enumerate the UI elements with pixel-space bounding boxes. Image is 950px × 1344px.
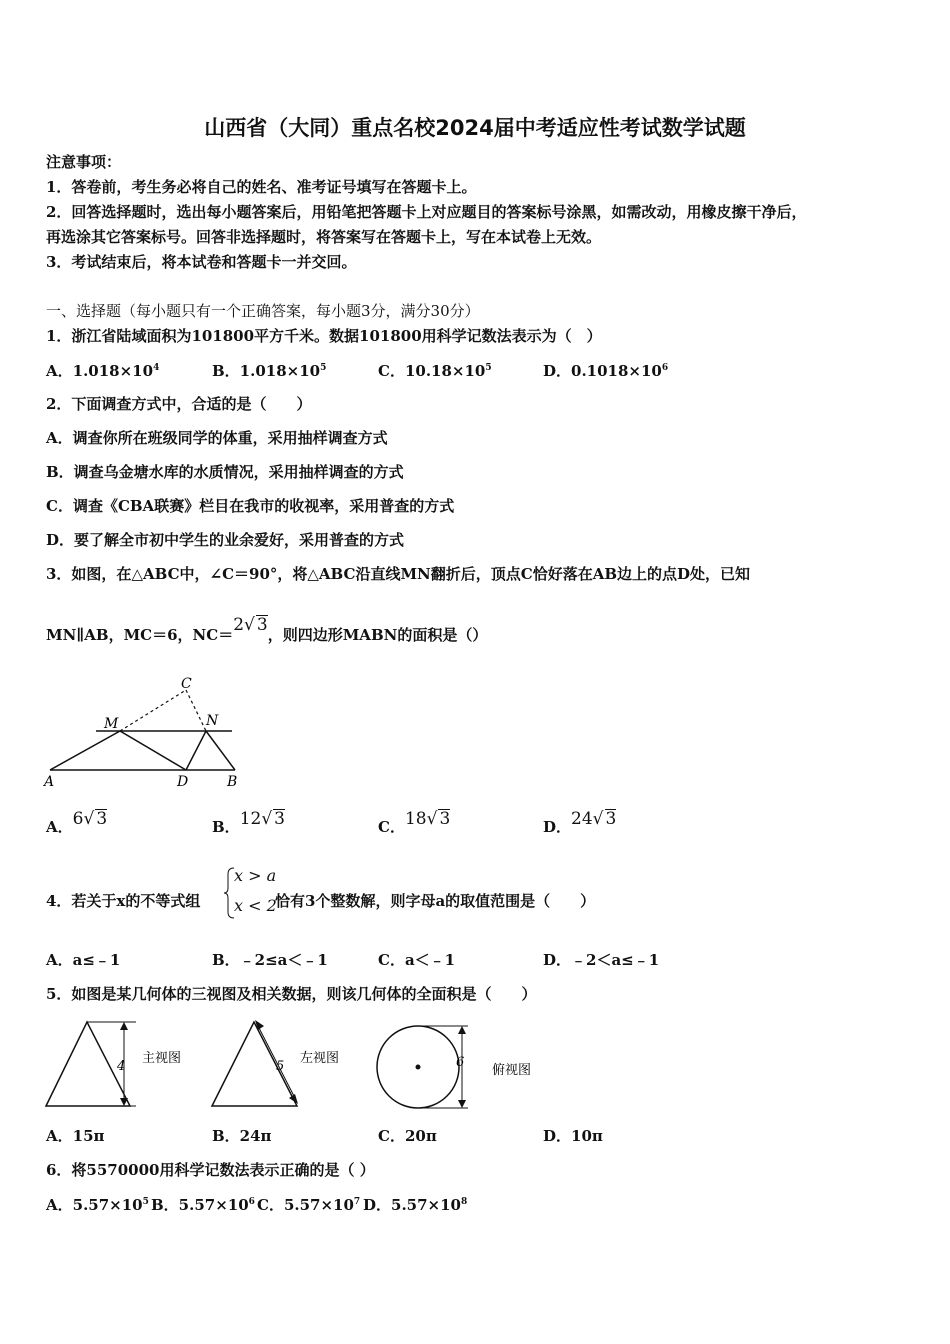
line-md [120, 731, 186, 770]
q3-stem-line2: MN∥AB，MC＝6，NC＝2√ 3，则四边形MABN的面积是（） [46, 615, 488, 644]
label-c: C [181, 676, 192, 692]
line-dn [186, 731, 206, 770]
q2-stem: 2．下面调查方式中，合适的是（ ） [46, 395, 312, 413]
q2-option-a[interactable]: A．调查你所在班级同学的体重，采用抽样调查方式 [46, 429, 388, 447]
label-n: N [206, 713, 219, 729]
front-view-label: 主视图 [142, 1051, 182, 1066]
section-heading: 一、选择题（每小题只有一个正确答案，每小题3分，满分30分） [46, 302, 480, 320]
q1-stem: 1．浙江省陆域面积为101800平方千米。数据101800用科学记数法表示为（ ） [46, 327, 602, 345]
q3-option-b[interactable]: B．12√ 3 [212, 809, 285, 836]
line-nb [206, 731, 235, 770]
q2-option-c[interactable]: C．调查《CBA联赛》栏目在我市的收视率，采用普查的方式 [46, 497, 455, 515]
q3-option-d[interactable]: D．24√ 3 [543, 809, 617, 836]
q5-option-c[interactable]: C．20π [378, 1127, 437, 1145]
q5-option-d[interactable]: D．10π [543, 1127, 603, 1145]
notice-item-2a: 2．回答选择题时，选出每小题答案后，用铅笔把答题卡上对应题目的答案标号涂黑，如需改动，用橡皮擦干净后， [46, 203, 807, 221]
label-b: B [227, 774, 238, 790]
q6-option-a[interactable]: A．$5.57\times 10^5$ [46, 1196, 149, 1214]
q1-option-b[interactable]: B．$1.018\times 10^5$ [212, 362, 327, 380]
label-a: A [44, 774, 55, 790]
q5-option-a[interactable]: A．15π [46, 1127, 105, 1145]
q4-option-c[interactable]: C．a＜﹣1 [378, 951, 456, 969]
q5-three-view-figure [44, 1018, 538, 1110]
q3-stem-line1: 3．如图，在△ABC中，∠C＝90°，将△ABC沿直线MN翻折后，顶点C恰好落在AB边上的点D处，已知 [46, 565, 751, 583]
q4-stem-b: 恰有3个整数解，则字母a的取值范围是（ ） [275, 892, 596, 910]
top-dim: 6 [456, 1055, 465, 1070]
line-mc-dashed [120, 690, 186, 731]
q4-option-a[interactable]: A．a≤﹣1 [46, 951, 121, 969]
q5-stem: 5．如图是某几何体的三视图及相关数据，则该几何体的全面积是（ ） [46, 985, 537, 1003]
q6-stem: 6．将5570000用科学记数法表示正确的是（ ） [46, 1161, 375, 1179]
q2-option-d[interactable]: D．要了解全市初中学生的业余爱好，采用普查的方式 [46, 531, 405, 549]
notice-heading: 注意事项： [46, 153, 122, 171]
q2-option-b[interactable]: B．调查乌金塘水库的水质情况，采用抽样调查的方式 [46, 463, 404, 481]
label-m: M [104, 716, 119, 732]
label-d: D [177, 774, 189, 790]
q6-option-d[interactable]: D．$5.57\times 10^8$ [363, 1196, 468, 1214]
line-cn-dashed [186, 690, 206, 731]
q1-option-a[interactable]: A．$1.018\times 10^4$ [46, 362, 160, 380]
q4-stem-a: 4．若关于x的不等式组 [46, 892, 201, 910]
q3-triangle-figure [40, 674, 250, 792]
q4-inequality-1: x > a [234, 866, 277, 885]
top-view-center [416, 1065, 421, 1070]
q3-option-a[interactable]: A．6√ 3 [46, 809, 108, 836]
top-view-label: 俯视图 [492, 1063, 532, 1078]
notice-item-1: 1．答卷前，考生务必将自己的姓名、准考证号填写在答题卡上。 [46, 178, 477, 196]
line-am [50, 731, 120, 770]
q1-option-d[interactable]: D．$0.1018\times 10^6$ [543, 362, 669, 380]
side-dim: 5 [276, 1059, 285, 1074]
notice-item-2b: 再选涂其它答案标号。回答非选择题时，将答案写在答题卡上，写在本试卷上无效。 [46, 228, 602, 246]
notice-item-3: 3．考试结束后，将本试卷和答题卡一并交回。 [46, 253, 357, 271]
side-view-label: 左视图 [300, 1051, 340, 1066]
front-dim: 4 [117, 1059, 126, 1074]
q6-option-c[interactable]: C．$5.57\times 10^7$ [257, 1196, 361, 1214]
q6-option-b[interactable]: B．$5.57\times 10^6$ [151, 1196, 255, 1214]
q1-option-c[interactable]: C．$10.18\times 10^5$ [378, 362, 492, 380]
exam-title: 山西省（大同）重点名校2024届中考适应性考试数学试题 [204, 116, 746, 140]
q3-option-c[interactable]: C．18√ 3 [378, 809, 451, 836]
q4-option-d[interactable]: D．﹣2＜a≤﹣1 [543, 951, 660, 969]
q5-option-b[interactable]: B．24π [212, 1127, 272, 1145]
q4-option-b[interactable]: B．﹣2≤a＜﹣1 [212, 951, 328, 969]
q4-inequality-2: x < 2 [234, 896, 277, 915]
